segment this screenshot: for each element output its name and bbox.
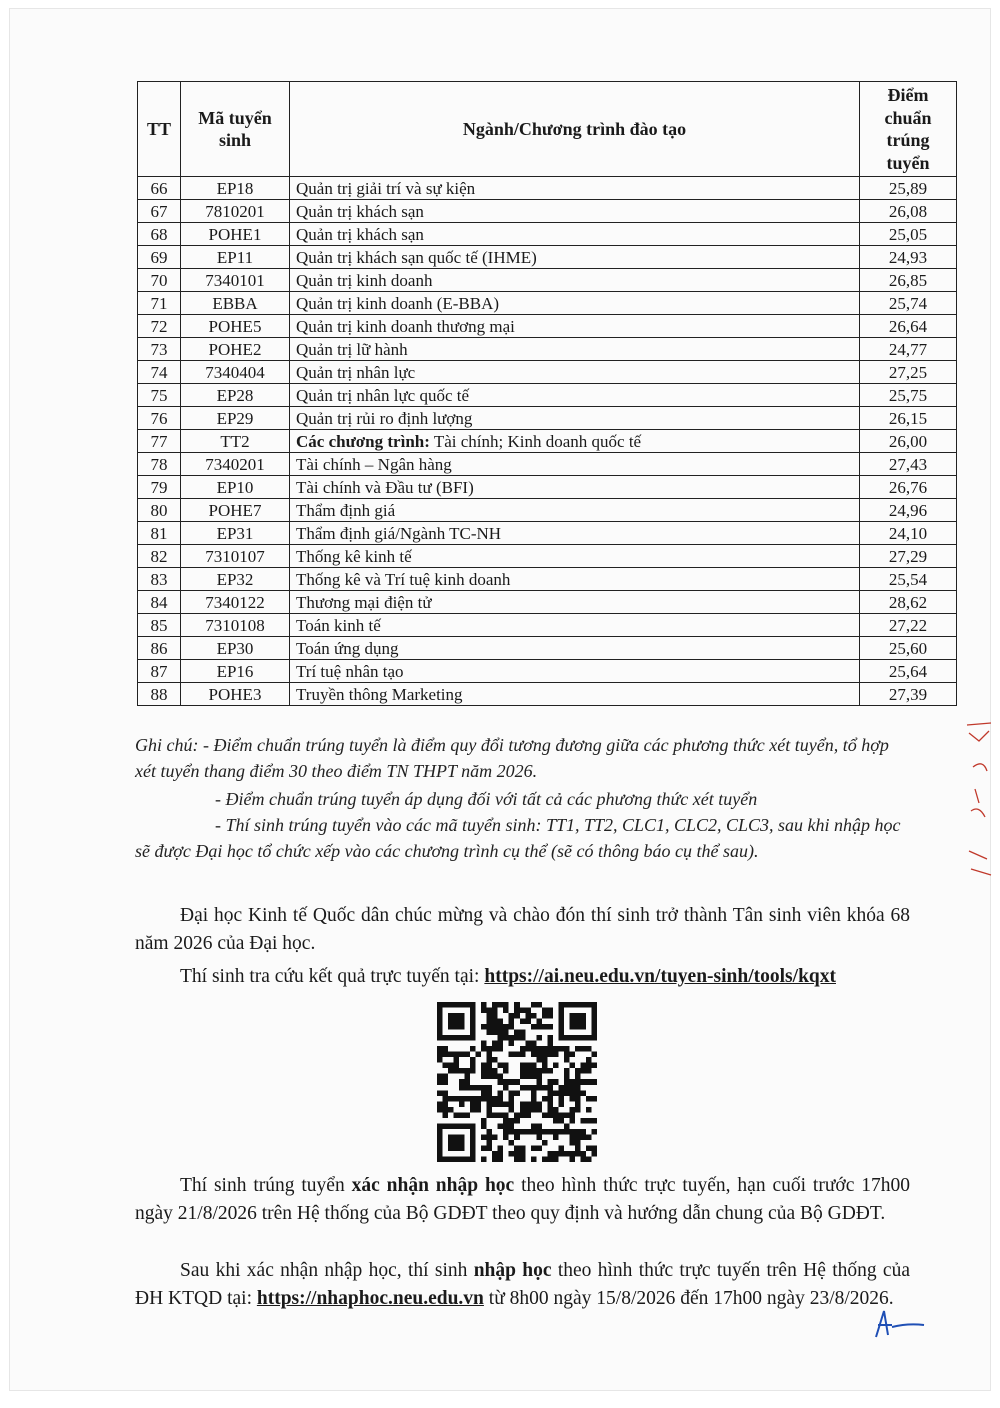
row-tt: 68 bbox=[138, 223, 181, 246]
row-score: 25,60 bbox=[860, 637, 957, 660]
confirm-paragraph bbox=[135, 1172, 910, 1228]
row-score: 24,77 bbox=[860, 338, 957, 361]
row-tt: 82 bbox=[138, 545, 181, 568]
row-tt: 86 bbox=[138, 637, 181, 660]
row-tt: 83 bbox=[138, 568, 181, 591]
row-program: Tài chính và Đầu tư (BFI) bbox=[290, 476, 860, 499]
row-score: 26,15 bbox=[860, 407, 957, 430]
row-tt: 72 bbox=[138, 315, 181, 338]
row-score: 26,85 bbox=[860, 269, 957, 292]
row-program: Thống kê kinh tế bbox=[290, 545, 860, 568]
enroll-link[interactable]: https://nhaphoc.neu.edu.vn bbox=[256, 1288, 484, 1309]
lookup-prefix: Thí sinh tra cứu kết quả trực tuyến tại: bbox=[180, 966, 485, 987]
row-code: 7310107 bbox=[181, 545, 290, 568]
table-header-row bbox=[138, 82, 957, 177]
enroll-text-pre: Sau khi xác nhận nhập học, thí sinh bbox=[180, 1260, 474, 1281]
row-code: EP11 bbox=[181, 246, 290, 269]
row-tt: 73 bbox=[138, 338, 181, 361]
row-code: POHE3 bbox=[181, 683, 290, 706]
row-code: EP30 bbox=[181, 637, 290, 660]
table-row bbox=[138, 246, 957, 269]
row-score: 24,10 bbox=[860, 522, 957, 545]
confirm-text-post: theo hình thức trực tuyến, hạn cuối trước 17h00 ngày 21/8/2026 trên Hệ thống của Bộ GDĐT theo quy định và hướng dẫn chung của Bộ GDĐT. bbox=[135, 1175, 910, 1224]
header-code: Mã tuyển sinh bbox=[181, 82, 290, 177]
row-code: POHE2 bbox=[181, 338, 290, 361]
header-program: Ngành/Chương trình đào tạo bbox=[290, 82, 860, 177]
row-program: Trí tuệ nhân tạo bbox=[290, 660, 860, 683]
row-score: 24,93 bbox=[860, 246, 957, 269]
enroll-paragraph bbox=[135, 1257, 910, 1313]
row-tt: 80 bbox=[138, 499, 181, 522]
row-tt: 87 bbox=[138, 660, 181, 683]
row-program: Quản trị giải trí và sự kiện bbox=[290, 177, 860, 200]
qr-code bbox=[437, 1002, 597, 1162]
row-code: TT2 bbox=[181, 430, 290, 453]
row-code: EP29 bbox=[181, 407, 290, 430]
header-score: Điểm chuẩn trúng tuyển bbox=[860, 82, 957, 177]
table-row bbox=[138, 591, 957, 614]
row-code: 7340201 bbox=[181, 453, 290, 476]
row-code: 7340122 bbox=[181, 591, 290, 614]
row-code: EP32 bbox=[181, 568, 290, 591]
row-score: 25,64 bbox=[860, 660, 957, 683]
table-row bbox=[138, 476, 957, 499]
row-program: Quản trị khách sạn bbox=[290, 200, 860, 223]
table-row bbox=[138, 499, 957, 522]
row-program: Toán ứng dụng bbox=[290, 637, 860, 660]
row-code: POHE5 bbox=[181, 315, 290, 338]
row-tt: 77 bbox=[138, 430, 181, 453]
row-program: Thẩm định giá bbox=[290, 499, 860, 522]
row-code: EP28 bbox=[181, 384, 290, 407]
row-program: Thẩm định giá/Ngành TC-NH bbox=[290, 522, 860, 545]
row-score: 26,08 bbox=[860, 200, 957, 223]
row-tt: 88 bbox=[138, 683, 181, 706]
row-code: 7340101 bbox=[181, 269, 290, 292]
row-program-text: Tài chính; Kinh doanh quốc tế bbox=[429, 431, 642, 451]
table-body bbox=[138, 177, 957, 706]
table-row bbox=[138, 269, 957, 292]
row-tt: 85 bbox=[138, 614, 181, 637]
document-page bbox=[10, 9, 990, 1390]
table-row bbox=[138, 453, 957, 476]
row-tt: 79 bbox=[138, 476, 181, 499]
table-row bbox=[138, 200, 957, 223]
row-program: Quản trị kinh doanh thương mại bbox=[290, 315, 860, 338]
table-row bbox=[138, 361, 957, 384]
row-code: 7340404 bbox=[181, 361, 290, 384]
row-score: 28,62 bbox=[860, 591, 957, 614]
row-program: Tài chính – Ngân hàng bbox=[290, 453, 860, 476]
signature-mark bbox=[868, 1309, 928, 1339]
lookup-link[interactable]: https://ai.neu.edu.vn/tuyen-sinh/tools/kqxt bbox=[484, 966, 836, 987]
row-code: EP18 bbox=[181, 177, 290, 200]
row-program: Quản trị khách sạn quốc tế (IHME) bbox=[290, 246, 860, 269]
lookup-paragraph bbox=[135, 963, 910, 991]
row-code: EP16 bbox=[181, 660, 290, 683]
row-code: 7310108 bbox=[181, 614, 290, 637]
row-program: Thương mại điện tử bbox=[290, 591, 860, 614]
note-line-1: Ghi chú: - Điểm chuẩn trúng tuyển là điểm quy đổi tương đương giữa các phương thức xét tuyển, tổ hợp xét tuyển thang điểm 30 theo điểm TN THPT năm 2026. bbox=[135, 735, 889, 781]
table-row bbox=[138, 338, 957, 361]
row-program: Toán kinh tế bbox=[290, 614, 860, 637]
table-row bbox=[138, 545, 957, 568]
confirm-text-pre: Thí sinh trúng tuyển bbox=[180, 1175, 352, 1196]
row-tt: 81 bbox=[138, 522, 181, 545]
row-tt: 71 bbox=[138, 292, 181, 315]
row-code: EP31 bbox=[181, 522, 290, 545]
row-score: 24,96 bbox=[860, 499, 957, 522]
confirm-text-bold: xác nhận nhập học bbox=[351, 1175, 515, 1196]
row-score: 27,29 bbox=[860, 545, 957, 568]
table-row bbox=[138, 292, 957, 315]
row-tt: 69 bbox=[138, 246, 181, 269]
note-line-2: - Điểm chuẩn trúng tuyển áp dụng đối với tất cả các phương thức xét tuyển bbox=[215, 789, 758, 809]
row-code: 7810201 bbox=[181, 200, 290, 223]
row-tt: 84 bbox=[138, 591, 181, 614]
row-score: 27,22 bbox=[860, 614, 957, 637]
row-score: 25,89 bbox=[860, 177, 957, 200]
row-tt: 78 bbox=[138, 453, 181, 476]
row-score: 25,05 bbox=[860, 223, 957, 246]
row-code: POHE1 bbox=[181, 223, 290, 246]
margin-stamp-marks bbox=[965, 719, 995, 879]
row-score: 25,74 bbox=[860, 292, 957, 315]
row-program: Thống kê và Trí tuệ kinh doanh bbox=[290, 568, 860, 591]
row-program: Quản trị khách sạn bbox=[290, 223, 860, 246]
row-score: 26,00 bbox=[860, 430, 957, 453]
row-tt: 66 bbox=[138, 177, 181, 200]
enroll-text-bold: nhập học bbox=[473, 1260, 552, 1281]
admission-score-table bbox=[137, 81, 957, 706]
row-tt: 76 bbox=[138, 407, 181, 430]
row-program: Quản trị nhân lực bbox=[290, 361, 860, 384]
table-row bbox=[138, 660, 957, 683]
table-row bbox=[138, 315, 957, 338]
table-row bbox=[138, 614, 957, 637]
row-tt: 75 bbox=[138, 384, 181, 407]
row-score: 27,25 bbox=[860, 361, 957, 384]
note-line-3: - Thí sinh trúng tuyển vào các mã tuyển sinh: TT1, TT2, CLC1, CLC2, CLC3, sau khi nhập học sẽ được Đại học tổ chức xếp vào các chương trình cụ thể (sẽ có thông báo cụ thể sau). bbox=[135, 815, 901, 861]
row-score: 26,76 bbox=[860, 476, 957, 499]
row-program: Truyền thông Marketing bbox=[290, 683, 860, 706]
row-program: Quản trị kinh doanh (E-BBA) bbox=[290, 292, 860, 315]
row-score: 27,43 bbox=[860, 453, 957, 476]
table-row bbox=[138, 430, 957, 453]
row-program: Quản trị lữ hành bbox=[290, 338, 860, 361]
row-score: 25,54 bbox=[860, 568, 957, 591]
row-tt: 74 bbox=[138, 361, 181, 384]
table-row bbox=[138, 522, 957, 545]
congrats-paragraph: Đại học Kinh tế Quốc dân chúc mừng và chào đón thí sinh trở thành Tân sinh viên khóa 68 năm 2026 của Đại học. bbox=[135, 905, 910, 954]
table-row bbox=[138, 223, 957, 246]
row-program: Quản trị kinh doanh bbox=[290, 269, 860, 292]
enroll-text-post: từ 8h00 ngày 15/8/2026 đến 17h00 ngày 23/8/2026. bbox=[483, 1288, 894, 1309]
row-score: 27,39 bbox=[860, 683, 957, 706]
row-code: EBBA bbox=[181, 292, 290, 315]
row-tt: 70 bbox=[138, 269, 181, 292]
table-row bbox=[138, 637, 957, 660]
row-score: 25,75 bbox=[860, 384, 957, 407]
row-program bbox=[290, 430, 860, 453]
header-tt: TT bbox=[138, 82, 181, 177]
enroll-text-mid: theo hình thức trực tuyến trên Hệ thống của ĐH KTQD tại: bbox=[135, 1260, 910, 1309]
table-row bbox=[138, 384, 957, 407]
row-score: 26,64 bbox=[860, 315, 957, 338]
table-row bbox=[138, 407, 957, 430]
row-program-bold: Các chương trình: bbox=[296, 431, 430, 451]
row-tt: 67 bbox=[138, 200, 181, 223]
row-code: POHE7 bbox=[181, 499, 290, 522]
row-program: Quản trị rủi ro định lượng bbox=[290, 407, 860, 430]
row-code: EP10 bbox=[181, 476, 290, 499]
table-row bbox=[138, 568, 957, 591]
table-row bbox=[138, 177, 957, 200]
table-row bbox=[138, 683, 957, 706]
row-program: Quản trị nhân lực quốc tế bbox=[290, 384, 860, 407]
